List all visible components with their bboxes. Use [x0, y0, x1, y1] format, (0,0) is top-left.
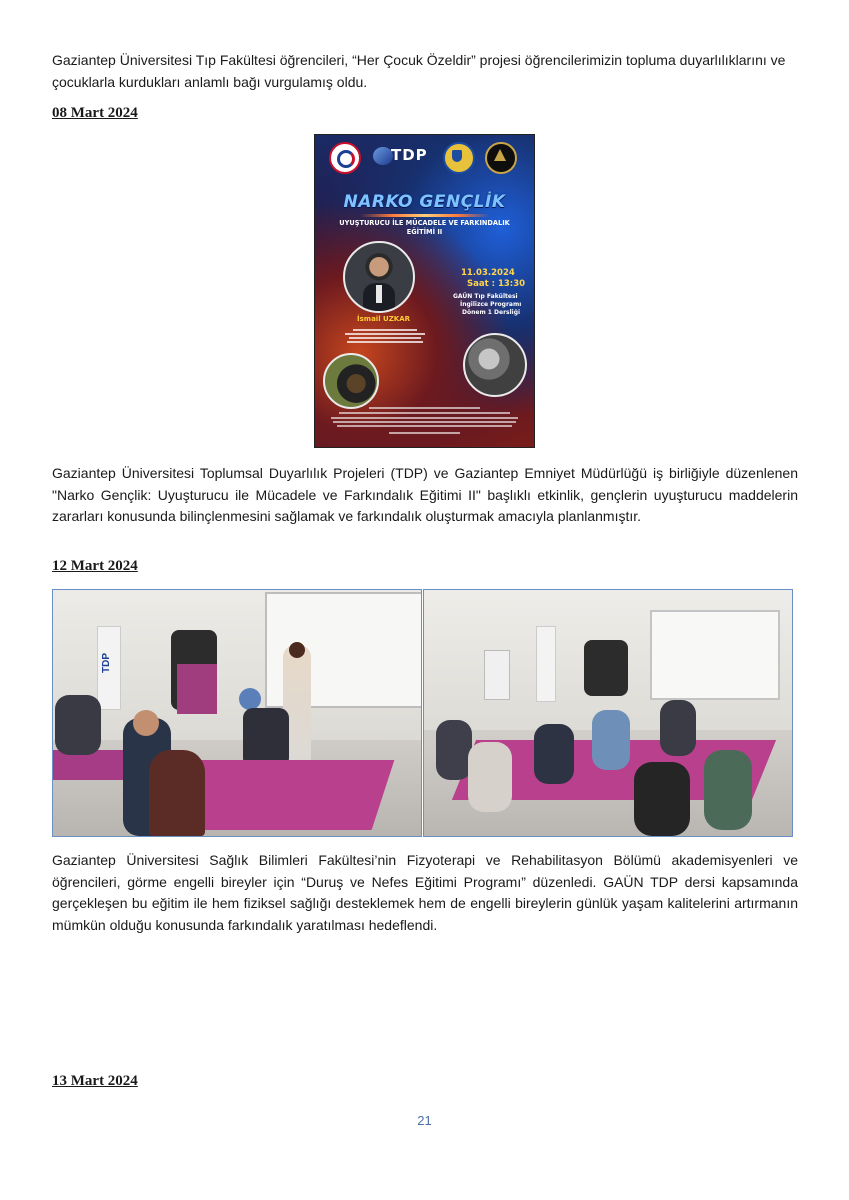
date-heading-2: 12 Mart 2024: [52, 558, 138, 574]
poster-subtitle-2: EĞİTİMİ II: [406, 228, 443, 236]
participant-hijab: [149, 750, 205, 836]
nefes-paragraph: Gaziantep Üniversitesi Sağlık Bilimleri Fakültesi’nin Fizyoterapi ve Rehabilitasyon Bölümü akademisyenleri ve öğrencileri, görme engelli bireyler için “Duruş ve Nefes Eğitimi Programı” düzenledi. GAÜN TDP dersi kapsamında gerçekleşen bu eğitim ile hem fiziksel sağlığı desteklemek hem de engelli bireylerin günlük yaşam kalitelerini artırmanın mümkün olduğu konusunda farkındalık yaratılması hedeflendi.: [52, 852, 798, 933]
event-photo-left: [52, 589, 422, 837]
poster-time: Saat : 13:30: [467, 279, 526, 289]
intro-paragraph: Gaziantep Üniversitesi Tıp Fakültesi öğrencileri, “Her Çocuk Özeldir” projesi öğrencilerimizin topluma duyarlılıklarını ve çocuklarla kurdukları anlamlı bağı vurgulamış oldu.: [52, 52, 786, 90]
tdp-banner: [97, 626, 121, 710]
speaker-name: İsmail UZKAR: [357, 315, 411, 323]
projector-screen-right: [650, 610, 780, 700]
poster-dog-photo-right: [463, 333, 527, 397]
event-photo-right: [423, 589, 793, 837]
tdp-logo: [373, 145, 429, 167]
poster-venue-2: İngilizce Programı: [460, 301, 522, 308]
narko-paragraph: Gaziantep Üniversitesi Toplumsal Duyarlılık Projeleri (TDP) ve Gaziantep Emniyet Müdürlüğü iş birliğiyle düzenlenen "Narko Gençlik: Uyuşturucu ile Mücadele ve Farkındalık Eğitimi II" başlıklı etkinlik, gençlerin uyuşturucu maddelerin zararları konusunda bilinçlenmesini sağlamak ve farkındalık oluşturmak amacıyla planlanmıştır.: [52, 465, 798, 524]
event-poster: [315, 135, 534, 447]
date-heading-1: 08 Mart 2024: [52, 105, 138, 121]
poster-title: NARKO GENÇLİK: [343, 192, 506, 212]
speaker-role-lines: [345, 327, 425, 345]
poster-date: 11.03.2024: [461, 268, 515, 278]
tdp-banner-text: TDP: [101, 653, 112, 673]
poster-title-sparkle: [360, 214, 490, 217]
narcotics-logo: [485, 142, 517, 174]
poster-dog-photo-left: [323, 353, 379, 409]
participant-seated: [243, 708, 289, 768]
chair-purple: [177, 664, 217, 714]
tdp-logo-text: TDP: [391, 146, 428, 164]
date-heading-3: 13 Mart 2024: [52, 1073, 138, 1089]
university-logo: [329, 142, 361, 174]
police-logo: [443, 142, 475, 174]
tdp-banner-right: [536, 626, 556, 702]
poster-subtitle-1: UYUŞTURUCU İLE MÜCADELE VE FARKINDALIK: [339, 219, 510, 227]
page-number: 21: [417, 1113, 432, 1128]
poster-venue-1: GAÜN Tıp Fakültesi: [453, 293, 518, 300]
exercise-ball: [239, 688, 261, 710]
poster-footer-text: [329, 405, 520, 439]
speaker-photo: [343, 241, 415, 313]
poster-venue-3: Dönem 1 Dersliği: [462, 309, 521, 316]
